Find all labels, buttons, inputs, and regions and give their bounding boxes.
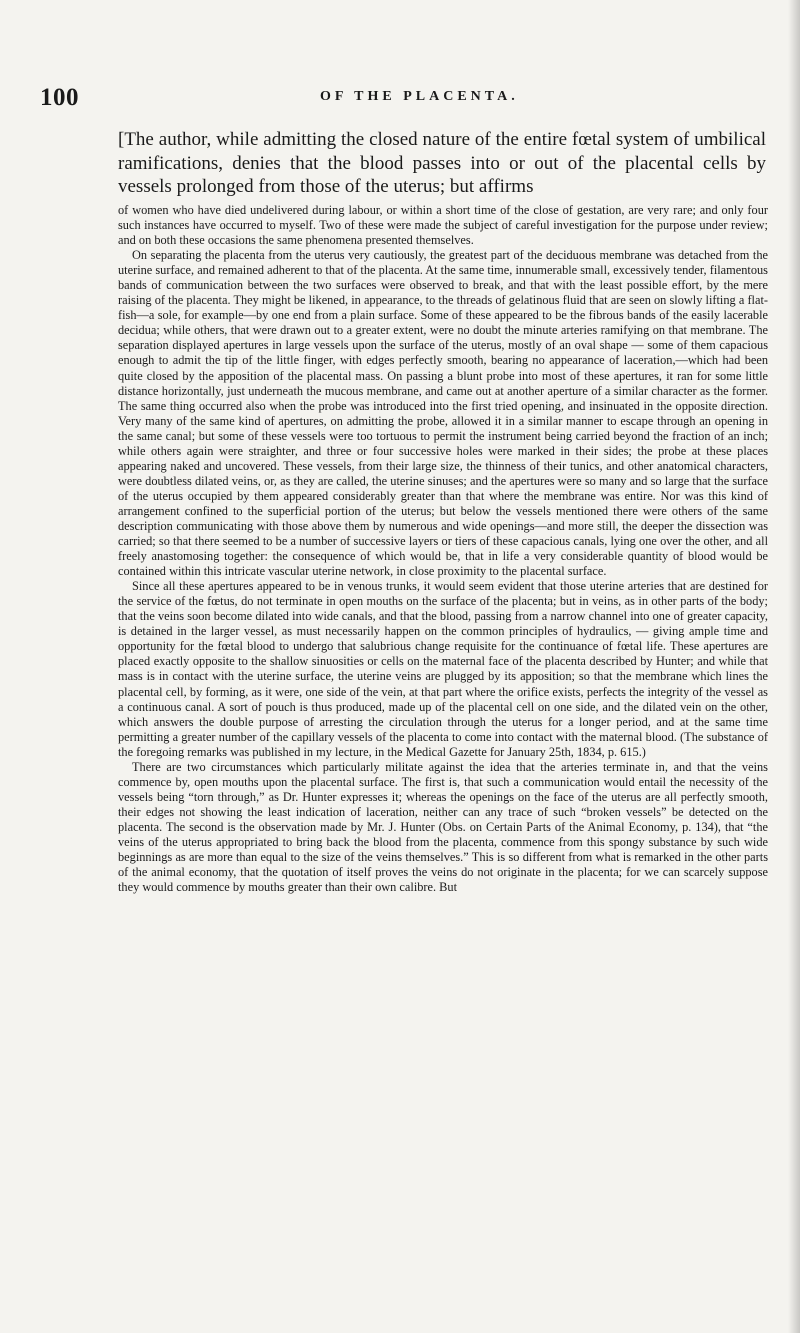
body-text [118, 203, 768, 895]
paragraph-apertures: Since all these apertures appeared to be in venous trunks, it would seem evident that those uterine arteries that are destined for the service of the fœtus, do not terminate in open mouths on the surface of the placenta; but in veins, as in other parts of the body; that the veins soon become dilated into wide canals, and that the blood, passing from a narrow channel into one of greater capacity, is detained in the larger vessel, as must necessarily happen on the common principles of hydraulics, — giving ample time and opportunity for the fœtal blood to undergo that salubrious change requisite for the continuance of fœtal life. These apertures are placed exactly opposite to the shallow sinuosities or cells on the maternal face of the placenta described by Hunter; and while that mass is in contact with the uterine surface, the uterine veins are plugged by its apposition; so that the membrane which lines the placental cell, by forming, as it were, one side of the vein, at that part where the orifice exists, perfects the integrity of the vessel as a continuous canal. A sort of pouch is thus produced, made up of the placental cell on one side, and the dilated vein on the other, which answers the double purpose of arresting the circulation through the uterus for a longer period, and at the same time permitting a greater number of the capillary vessels of the placenta to come into contact with the maternal blood. (The substance of the foregoing remarks was published in my lecture, in the Medical Gazette for January 25th, 1834, p. 615.) [118, 579, 768, 759]
paragraph-continuation: of women who have died undelivered during labour, or within a short time of the close of gestation, are very rare; and only four such instances have occurred to myself. Two of these were made the subject of careful investigation for the purpose under review; and on both these occasions the same phenomena presented themselves. [118, 203, 768, 248]
running-title: OF THE PLACENTA. [320, 89, 519, 104]
page-edge-shadow [788, 0, 800, 1333]
paragraph-circumstances: There are two circumstances which particularly militate against the idea that the arteries terminate in, and that the veins commence by, open mouths upon the placental surface. The first is, that such a communication would entail the necessity of the vessels being “torn through,” as Dr. Hunter expresses it; whereas the openings on the face of the uterus are all perfectly smooth, their edges not showing the least indication of laceration, neither can any trace of such “broken vessels” be detected on the placenta. The second is the observation made by Mr. J. Hunter (Obs. on Certain Parts of the Animal Economy, p. 134), that “the veins of the uterus appropriated to bring back the blood from the placenta, commence from this spongy substance by such wide beginnings as are more than equal to the size of the veins themselves.” This is so different from what is remarked in the other parts of the animal economy, that the quotation of itself proves the veins do not originate in the placenta; for we can scarcely suppose they would commence by mouths greater than their own calibre. But [118, 759, 768, 895]
bracketed-intro-paragraph: [The author, while admitting the closed nature of the entire fœtal system of umbilical ramifications, denies that the blood passes into or out of the placental cells by vessels prolonged from those of the uterus; but affirms [118, 129, 766, 197]
paragraph-separation: On separating the placenta from the uterus very cautiously, the greatest part of the deciduous membrane was detached from the uterine surface, and remained adherent to that of the placenta. At the same time, innumerable small, excessively tender, filamentous bands of communication between the two surfaces were observed to break, and that with the least possible effort, by the mere raising of the placenta. They might be likened, in appearance, to the threads of gelatinous fluid that are seen on slowly lifting a flat-fish—a sole, for example—by one end from a plain surface. Some of these appeared to be the fibrous bands of the easily lacerable decidua; while others, that were drawn out to a greater extent, were no doubt the minute arteries ramifying on that membrane. The separation displayed apertures in large vessels upon the surface of the uterus, mostly of an oval shape — some of them capacious enough to admit the tip of the little finger, with edges perfectly smooth, bearing no appearance of laceration,—which had been quite closed by the apposition of the placental mass. On passing a blunt probe into most of these apertures, it ran for some little distance horizontally, just underneath the mucous membrane, and came out at another aperture of a similar character as the former. The same thing occurred also when the probe was introduced into the first tried opening, and insinuated in the opposite direction. Very many of the same kind of apertures, on admitting the probe, allowed it in a similar manner to escape through an opening in the same canal; but some of these vessels were too tortuous to permit the instrument being carried beyond the fraction of an inch; while others again were straighter, and three or four successive holes were marked in their sides; the probe at these places appearing naked and uncovered. These vessels, from their large size, the thinness of their tunics, and other anatomical characters, were doubtless dilated veins, or, as they are called, the uterine sinuses; and the apertures were so many and so large that the surface of the uterus occupied by them appeared considerably greater than that where the membrane was entire. Nor was this kind of arrangement confined to the superficial portion of the uterus; but below the vessels mentioned there were others of the same description communicating with those above them by numerous and wide openings—and more still, the deeper the dissection was carried; so that there seemed to be a number of successive layers or tiers of these capacious canals, lying one over the other, and all freely anastomosing together: the consequence of which would be, that in life a very considerable quantity of blood would be contained within this intricate vascular uterine network, in close proximity to the placental surface. [118, 248, 768, 579]
page-header [40, 84, 740, 111]
page-number: 100 [40, 84, 79, 111]
